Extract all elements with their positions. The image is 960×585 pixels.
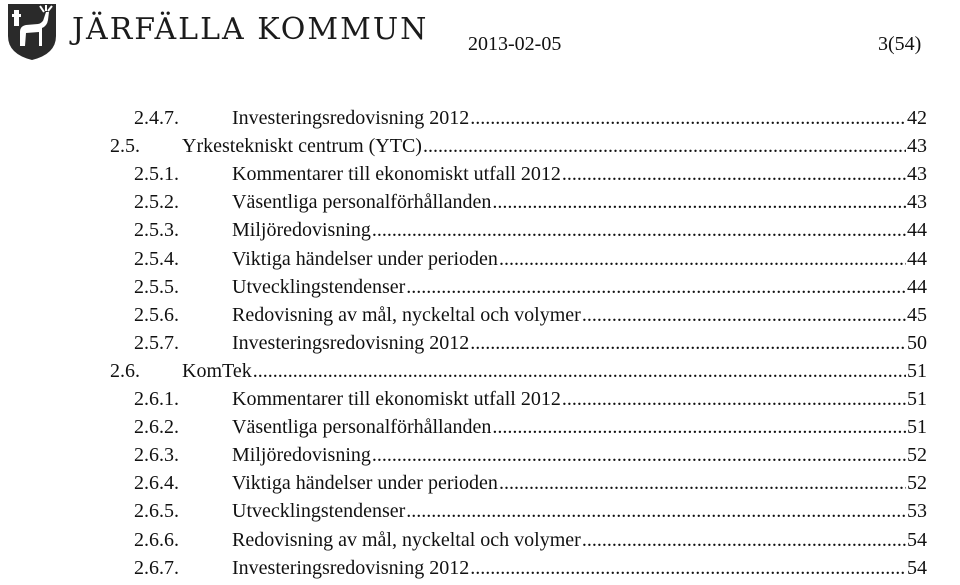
toc-entry-number: 2.4.7. <box>134 107 179 129</box>
toc-entry-title[interactable]: Redovisning av mål, nyckeltal och volymer <box>232 528 581 551</box>
toc-entry-page[interactable]: 54 <box>907 528 927 551</box>
toc-leader-dots <box>406 498 906 524</box>
toc-entry[interactable] <box>134 498 927 524</box>
toc-entry[interactable] <box>134 442 927 468</box>
toc-entry-number: 2.6.3. <box>134 444 179 467</box>
toc-entry[interactable] <box>134 414 927 440</box>
toc-entry[interactable] <box>134 246 927 272</box>
toc-leader-dots <box>499 470 906 496</box>
municipality-logo <box>6 2 428 62</box>
toc-entry-number: 2.6.1. <box>134 388 179 410</box>
toc-entry-page[interactable]: 44 <box>907 247 927 270</box>
toc-entry-title[interactable]: Viktiga händelser under perioden <box>232 247 498 270</box>
document-date: 2013-02-05 <box>468 33 562 55</box>
toc-entry-title[interactable]: Kommentarer till ekonomiskt utfall 2012 <box>232 388 561 410</box>
toc-leader-dots <box>372 442 906 468</box>
toc-entry-number: 2.6.5. <box>134 500 179 523</box>
toc-entry-title[interactable]: Investeringsredovisning 2012 <box>232 107 470 129</box>
toc-entry-number: 2.5.5. <box>134 275 179 298</box>
toc-entry[interactable] <box>134 527 927 553</box>
toc-leader-dots <box>406 274 906 300</box>
toc-entry[interactable] <box>134 555 927 581</box>
toc-entry[interactable] <box>110 358 927 384</box>
toc-entry-title[interactable]: Miljöredovisning <box>232 219 371 242</box>
toc-entry[interactable] <box>110 133 927 159</box>
toc-entry[interactable] <box>134 274 927 300</box>
toc-leader-dots <box>582 527 906 553</box>
toc-entry-title[interactable]: Utvecklingstendenser <box>232 275 406 298</box>
coat-of-arms-icon <box>6 2 58 62</box>
toc-entry-title[interactable]: Väsentliga personalförhållanden <box>232 416 492 439</box>
toc-entry-page[interactable]: 54 <box>907 556 927 579</box>
toc-entry-number: 2.5.6. <box>134 303 179 326</box>
toc-entry[interactable] <box>134 161 927 187</box>
toc-leader-dots <box>492 414 906 440</box>
toc-entry-number: 2.6.7. <box>134 556 179 579</box>
toc-entry-page[interactable]: 51 <box>907 359 927 382</box>
toc-entry-number: 2.5.1. <box>134 163 179 186</box>
toc-entry-number: 2.5.3. <box>134 219 179 242</box>
toc-leader-dots <box>470 330 906 356</box>
toc-entry[interactable] <box>134 189 927 215</box>
toc-entry[interactable] <box>134 330 927 356</box>
toc-entry-page[interactable]: 50 <box>907 331 927 354</box>
toc-entry-page[interactable]: 43 <box>907 191 927 214</box>
toc-entry-title[interactable]: Investeringsredovisning 2012 <box>232 331 470 354</box>
toc-leader-dots <box>562 161 906 187</box>
toc-entry-page[interactable]: 51 <box>907 416 927 439</box>
toc-leader-dots <box>499 246 906 272</box>
toc-entry-number: 2.5. <box>110 135 140 158</box>
toc-entry-title[interactable]: Kommentarer till ekonomiskt utfall 2012 <box>232 163 561 186</box>
toc-entry-title[interactable]: Investeringsredovisning 2012 <box>232 556 470 579</box>
toc-entry-number: 2.6.4. <box>134 472 179 495</box>
organization-name: JÄRFÄLLA KOMMUN <box>72 12 429 47</box>
toc-entry-number: 2.6. <box>110 359 140 382</box>
toc-entry-title[interactable]: Utvecklingstendenser <box>232 500 406 523</box>
toc-leader-dots <box>372 217 906 243</box>
toc-entry-page[interactable]: 52 <box>907 444 927 467</box>
toc-entry-page[interactable]: 44 <box>907 219 927 242</box>
toc-leader-dots <box>470 105 906 131</box>
toc-entry-page[interactable]: 51 <box>907 388 927 410</box>
toc-entry-number: 2.6.6. <box>134 528 179 551</box>
toc-entry-page[interactable]: 42 <box>907 107 927 129</box>
toc-entry[interactable] <box>134 105 927 131</box>
toc-entry-number: 2.6.2. <box>134 416 179 439</box>
toc-entry[interactable] <box>134 217 927 243</box>
toc-entry-page[interactable]: 43 <box>907 163 927 186</box>
toc-entry-page[interactable]: 52 <box>907 472 927 495</box>
toc-entry[interactable] <box>134 470 927 496</box>
toc-leader-dots <box>470 555 906 581</box>
toc-leader-dots <box>423 133 906 159</box>
toc-entry-title[interactable]: Viktiga händelser under perioden <box>232 472 498 495</box>
toc-leader-dots <box>253 358 906 384</box>
toc-entry-number: 2.5.2. <box>134 191 179 214</box>
toc-entry-page[interactable]: 44 <box>907 275 927 298</box>
toc-entry-page[interactable]: 45 <box>907 303 927 326</box>
toc-entry-title[interactable]: Redovisning av mål, nyckeltal och volymer <box>232 303 581 326</box>
toc-entry-number: 2.5.4. <box>134 247 179 270</box>
page-indicator: 3(54) <box>878 33 922 55</box>
toc-leader-dots <box>562 386 906 412</box>
toc-entry-number: 2.5.7. <box>134 331 179 354</box>
toc-leader-dots <box>492 189 906 215</box>
toc-entry-title[interactable]: Miljöredovisning <box>232 444 371 467</box>
toc-entry-title[interactable]: KomTek <box>182 359 252 382</box>
toc-leader-dots <box>582 302 906 328</box>
toc-entry-title[interactable]: Väsentliga personalförhållanden <box>232 191 492 214</box>
toc-entry-page[interactable]: 53 <box>907 500 927 523</box>
toc-entry-page[interactable]: 43 <box>907 135 927 158</box>
toc-entry[interactable] <box>134 302 927 328</box>
toc-entry[interactable] <box>134 386 927 412</box>
toc-entry-title[interactable]: Yrkestekniskt centrum (YTC) <box>182 135 422 158</box>
